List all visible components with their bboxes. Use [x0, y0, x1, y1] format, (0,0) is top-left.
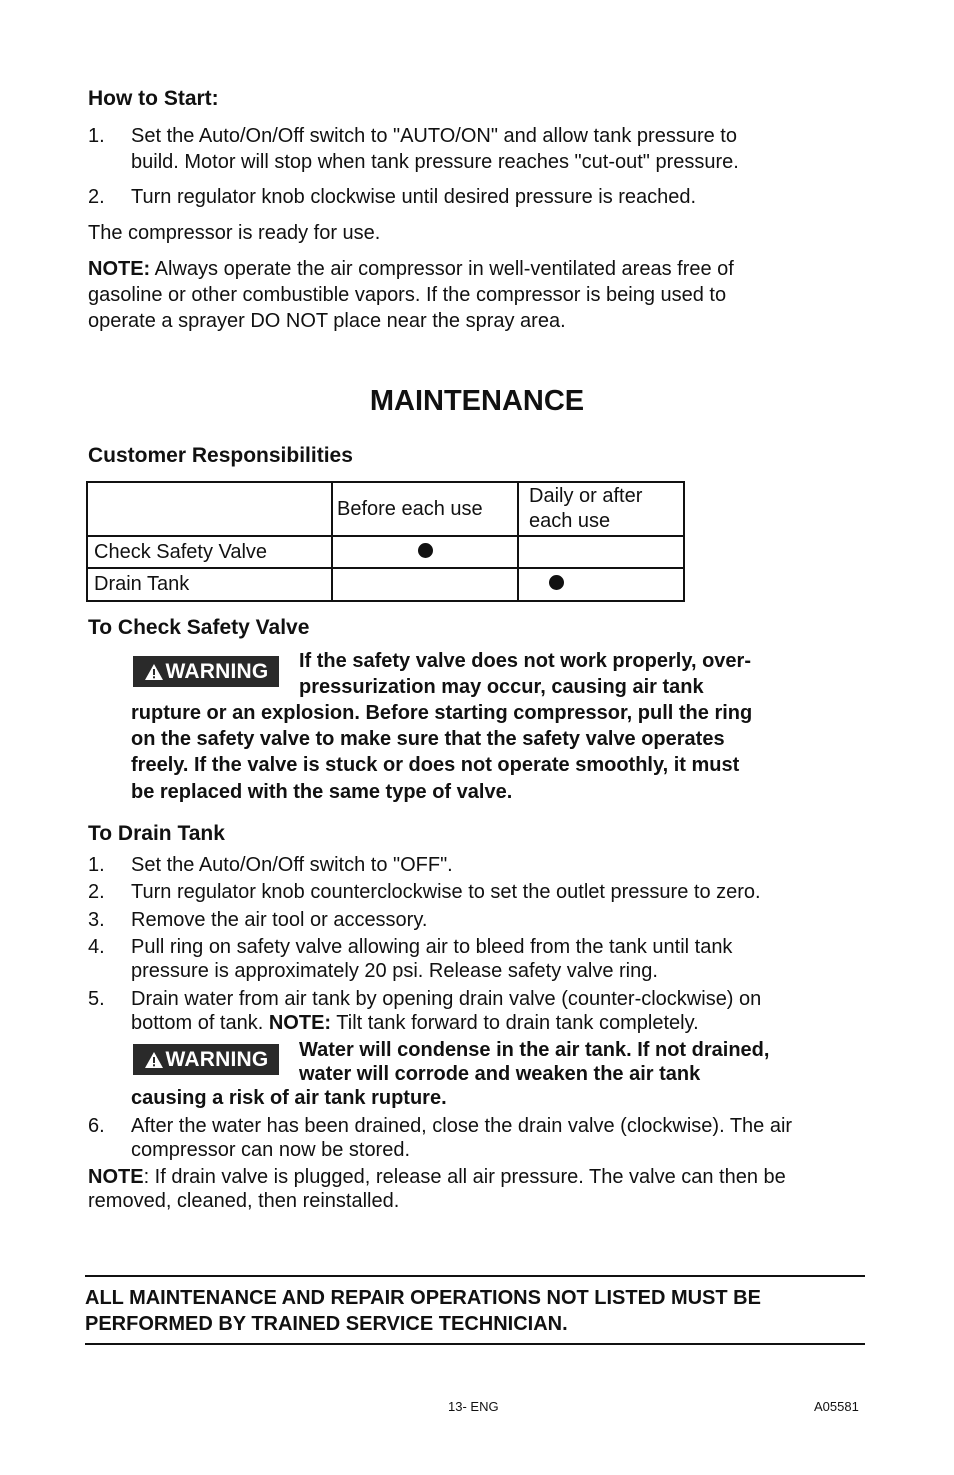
maintenance-title: MAINTENANCE [369, 385, 585, 417]
drain-step-2 [88, 880, 868, 904]
drain-note [88, 1165, 878, 1213]
step-text: Turn regulator knob clockwise until desired pressure is reached. [131, 186, 697, 208]
safety-warning-line: on the safety valve to make sure that the safety valve operates [131, 728, 725, 750]
safety-warning-line: freely. If the valve is stuck or does not operate smoothly, it must [131, 754, 740, 776]
step-text: Set the Auto/On/Off switch to "AUTO/ON" and allow tank pressure to [131, 125, 737, 147]
start-step-1 [88, 124, 868, 176]
table-cell [332, 536, 518, 568]
start-step-2 [88, 185, 868, 211]
drain-tank-heading: To Drain Tank [88, 822, 225, 845]
step-text: Remove the air tool or accessory. [131, 909, 428, 931]
warning-badge [133, 1044, 279, 1075]
step-text-part: Tilt tank forward to drain tank completely. [331, 1012, 699, 1034]
how-to-start-heading: How to Start: [88, 87, 219, 110]
warning-triangle-icon [144, 663, 164, 681]
step-number: 4. [88, 936, 105, 958]
step-text: After the water has been drained, close the drain valve (clockwise). The air [131, 1115, 793, 1137]
step-number: 1. [88, 125, 105, 147]
warning-triangle-icon [144, 1051, 164, 1069]
customer-responsibilities-heading: Customer Responsibilities [88, 444, 353, 467]
page-number: 13- ENG [448, 1399, 499, 1414]
table-row-label: Drain Tank [87, 568, 332, 601]
step-number: 2. [88, 881, 105, 903]
document-code: A05581 [814, 1399, 859, 1414]
responsibilities-table [86, 481, 685, 602]
start-note [88, 256, 878, 334]
drain-step-3 [88, 908, 868, 932]
warning-badge [133, 656, 279, 687]
filled-circle-icon [418, 543, 433, 558]
drain-step-5 [88, 987, 868, 1035]
step-text: build. Motor will stop when tank pressure reaches "cut-out" pressure. [131, 151, 739, 173]
note-text: Always operate the air compressor in well-ventilated areas free of [150, 258, 734, 280]
check-safety-valve-heading: To Check Safety Valve [88, 616, 310, 639]
top-divider [85, 1275, 865, 1277]
table-row [87, 536, 684, 568]
header-line: Daily or after [529, 485, 643, 507]
drain-step-6 [88, 1114, 878, 1162]
table-header-cell [518, 482, 684, 536]
table-cell [518, 568, 684, 601]
bottom-divider [85, 1343, 865, 1345]
table-header-cell: Before each use [332, 482, 518, 536]
service-notice-line: PERFORMED BY TRAINED SERVICE TECHNICIAN. [85, 1313, 568, 1335]
step-text: Pull ring on safety valve allowing air to bleed from the tank until tank [131, 936, 733, 958]
step-text: pressure is approximately 20 psi. Release safety valve ring. [131, 960, 658, 982]
warning-label: WARNING [165, 1048, 269, 1071]
step-number: 1. [88, 854, 105, 876]
drain-warning-line: Water will condense in the air tank. If not drained, [299, 1039, 770, 1061]
step-number: 6. [88, 1115, 105, 1137]
note-label: NOTE [88, 1166, 144, 1188]
table-cell [332, 568, 518, 601]
table-row [87, 568, 684, 601]
drain-step-4 [88, 935, 868, 983]
note-text: operate a sprayer DO NOT place near the spray area. [88, 310, 566, 332]
step-number: 2. [88, 186, 105, 208]
note-label: NOTE: [88, 258, 151, 280]
step-text: Turn regulator knob counterclockwise to set the outlet pressure to zero. [131, 881, 761, 903]
table-header-cell [87, 482, 332, 536]
table-row-label: Check Safety Valve [87, 536, 332, 568]
table-cell [518, 536, 684, 568]
step-text-part: bottom of tank. [131, 1012, 269, 1034]
service-notice-line: ALL MAINTENANCE AND REPAIR OPERATIONS NOT LISTED MUST BE [85, 1287, 761, 1309]
safety-warning-line: be replaced with the same type of valve. [131, 781, 513, 803]
step-number: 3. [88, 909, 105, 931]
table-header-row [87, 482, 684, 536]
safety-warning-line: If the safety valve does not work properly, over- [299, 650, 751, 672]
note-text: : If drain valve is plugged, release all air pressure. The valve can then be [143, 1166, 786, 1188]
step-text: compressor can now be stored. [131, 1139, 411, 1161]
step-number: 5. [88, 988, 105, 1010]
drain-step-1 [88, 853, 868, 877]
header-line: each use [529, 510, 611, 532]
note-label: NOTE: [268, 1012, 332, 1034]
safety-warning-line: pressurization may occur, causing air tank [299, 676, 704, 698]
drain-warning-line: causing a risk of air tank rupture. [131, 1087, 447, 1109]
step-text: Set the Auto/On/Off switch to "OFF". [131, 854, 453, 876]
step-text [131, 1011, 699, 1035]
filled-circle-icon [549, 575, 564, 590]
warning-label: WARNING [165, 660, 269, 683]
ready-text: The compressor is ready for use. [88, 222, 381, 244]
safety-warning-line: rupture or an explosion. Before starting compressor, pull the ring [131, 702, 753, 724]
drain-warning-line: water will corrode and weaken the air tank [299, 1063, 701, 1085]
note-text: removed, cleaned, then reinstalled. [88, 1190, 400, 1212]
step-text: Drain water from air tank by opening drain valve (counter-clockwise) on [131, 988, 762, 1010]
note-text: gasoline or other combustible vapors. If the compressor is being used to [88, 284, 727, 306]
